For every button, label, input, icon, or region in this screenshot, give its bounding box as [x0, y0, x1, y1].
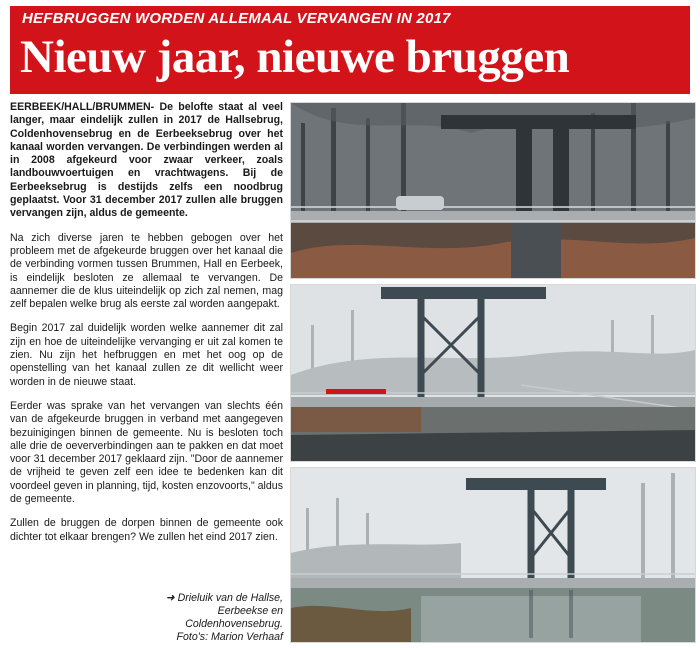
body-paragraph: Zullen de bruggen de dorpen binnen de gemeente ook dichter tot elkaar brengen? We zullen het eind 2017 zien. [10, 517, 283, 543]
lead-paragraph: EERBEEK/HALL/BRUMMEN- De belofte staat al veel langer, maar eindelijk zullen in 2017 de Hallsebrug, Coldenhovensebrug en de Eerbeeksebrug over het kanaal worden vervangen. De verbindingen werden al in 2008 afgekeurd voor zwaar verkeer, zoals landbouwvoertuigen en vrachtwagens. Bij de Eerbeeksebrug is destijds zelfs een noodbrug geplaatst. Voor 31 december 2017 zullen alle bruggen vervangen zijn, aldus de gemeente. [10, 101, 283, 220]
headline-banner [10, 6, 690, 94]
photo-caption [120, 592, 283, 644]
page-title: Nieuw jaar, nieuwe bruggen [20, 31, 570, 83]
caption-line: ➜ Drieluik van de Hallse, [165, 592, 283, 604]
body-paragraph: Begin 2017 zal duidelijk worden welke aannemer dit zal zijn en hoe de uiteindelijke vervanging er uit zal komen te zien. Nu zijn het hefbruggen en met het oog op de openstelling van het kanaal zullen ze dit wellicht weer worden in de nieuwe staat. [10, 322, 283, 388]
photo-coldenhovensebrug [290, 467, 696, 643]
caption-line: Eerbeekse en [217, 605, 283, 617]
photo-hallsebrug [290, 102, 696, 279]
article-body [10, 101, 283, 555]
caption-credit: Foto's: Marion Verhaaf [176, 631, 283, 643]
body-paragraph: Eerder was sprake van het vervangen van slechts één van de afgekeurde bruggen in verband met aangegeven bezuinigingen binnen de gemeente. Nu is besloten toch alle drie de oeververbindingen aan te pakken en dat moet voor 31 december 2017 geklaard zijn. "Door de aannemer de vrijheid te geven zelf een idee te bedenken kan dit voordeel geven in planning, tijd, kosten enzovoorts," aldus de gemeente. [10, 399, 283, 506]
kicker: HEFBRUGGEN WORDEN ALLEMAAL VERVANGEN IN 2017 [22, 10, 451, 27]
photo-eerbeeksebrug [290, 284, 696, 462]
caption-line: Coldenhovensebrug. [185, 618, 283, 630]
body-paragraph: Na zich diverse jaren te hebben gebogen over het probleem met de afgekeurde bruggen over het kanaal die de verbinding vormen tussen Brummen, Hall en Eerbeek, is eindelijk besloten ze allemaal te vervangen. De aannemer die de klus uiteindelijk op zich zal nemen, mag zelf bepalen welke brug als eerste zal worden aangepakt. [10, 231, 283, 311]
